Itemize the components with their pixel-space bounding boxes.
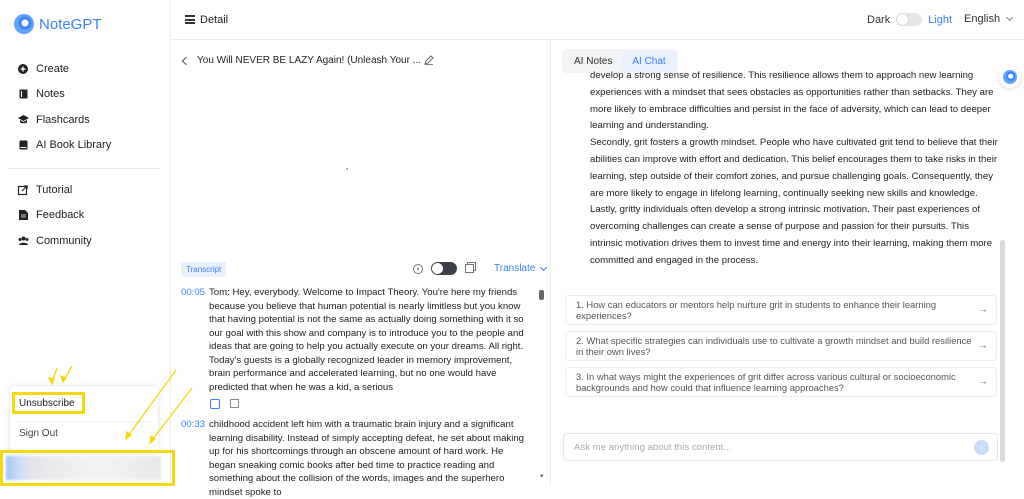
sidebar-item-label: AI Book Library: [36, 139, 112, 152]
segment-text: childhood accident left him with a traumatic brain injury and a significant learning disability. Instead of simply accepting defeat, he set about making up for his shortcomings through an obscene amount of hard work. He began sneaking comic books after bed time to practice reading and something about the collision of the words, images and the superhero mindset spoke to: [209, 419, 525, 498]
video-loading-indicator: [346, 168, 348, 170]
copy-icon[interactable]: [465, 264, 474, 273]
suggestion-item[interactable]: [565, 295, 997, 325]
chat-input-placeholder: Ask me anything about this content...: [574, 441, 732, 453]
back-icon[interactable]: [182, 56, 190, 64]
notebook-icon: [18, 89, 28, 99]
language-value: English: [964, 13, 1001, 25]
sidebar-item-label: Flashcards: [36, 113, 90, 126]
chat-paragraph: Secondly, grit fosters a growth mindset. People who have cultivated grit tend to believe that their abilities can improve with effort and dedication. This belief encourages them to take risks in their learning, step outside of their comfort zones, and pursue challenging goals. Consequently, they are more likely to engage in lifelong learning, continually seeking new skills and knowledge.: [590, 137, 998, 199]
edit-icon[interactable]: [424, 55, 434, 68]
tab-ai-notes[interactable]: AI Notes: [574, 55, 613, 67]
sidebar-divider: [8, 168, 160, 169]
transcript-segment: [181, 418, 526, 498]
transcript-segment: [181, 286, 526, 394]
external-link-icon: [18, 185, 28, 195]
suggestion-text: 2. What specific strategies can individuals use to cultivate a growth mindset and build resilience in their own lives?: [576, 335, 972, 357]
video-title: You Will NEVER BE LAZY Again! (Unleash Your ...: [197, 55, 422, 66]
sign-out-button[interactable]: Sign Out: [19, 428, 58, 439]
locate-icon[interactable]: [413, 264, 423, 274]
send-icon[interactable]: ↑: [974, 440, 989, 455]
sidebar-item-label: Feedback: [36, 209, 85, 222]
theme-toggle[interactable]: [896, 13, 922, 26]
sidebar-item-notes[interactable]: [18, 82, 160, 108]
tab-ai-chat[interactable]: AI Chat: [622, 51, 675, 71]
chat-answer: [590, 70, 1000, 279]
sidebar-item-label: Tutorial: [36, 183, 73, 196]
suggestion-text: 3. In what ways might the experiences of grit differ across various cultural or socioeconomic backgrounds and how could that influence learning approaches?: [576, 371, 956, 393]
plus-circle-icon: [18, 64, 28, 74]
sidebar-item-label: Create: [36, 62, 70, 75]
sidebar-item-create[interactable]: [18, 56, 160, 82]
chevron-down-icon: [1006, 14, 1013, 21]
autoscroll-toggle[interactable]: [431, 262, 457, 275]
sidebar-item-community[interactable]: [18, 228, 160, 254]
translate-label: Translate: [494, 263, 536, 274]
sidebar-item-tutorial[interactable]: [18, 177, 160, 203]
segment-timestamp[interactable]: 00:33: [181, 419, 206, 430]
sidebar-item-ai-book-library[interactable]: [18, 133, 160, 159]
sidebar-item-label: Community: [36, 234, 92, 247]
brand-logo[interactable]: [14, 14, 102, 34]
notegpt-logo-icon: [14, 14, 34, 34]
sidebar-nav: [18, 56, 160, 254]
translate-dropdown[interactable]: [494, 263, 546, 274]
unsubscribe-button[interactable]: Unsubscribe: [12, 392, 85, 414]
video-header: [183, 55, 421, 66]
transcript-tools: [413, 262, 546, 275]
suggestion-item[interactable]: [565, 367, 997, 397]
ai-pane: [551, 40, 1024, 486]
segment-tools: [210, 399, 239, 409]
suggestion-text: 1. How can educators or mentors help nurture grit in students to enhance their learning experiences?: [576, 299, 937, 321]
chat-input[interactable]: [563, 433, 998, 461]
page-title: Detail: [200, 14, 229, 26]
flashcards-icon: [18, 115, 28, 125]
sidebar-item-flashcards[interactable]: [18, 107, 160, 133]
suggested-questions: [565, 295, 997, 403]
transcript-tab[interactable]: Transcript: [181, 262, 226, 277]
segment-timestamp[interactable]: 00:05: [181, 287, 206, 298]
menu-icon[interactable]: [185, 15, 195, 24]
notegpt-logo-icon: [1003, 70, 1017, 84]
sidebar-item-label: Notes: [36, 88, 65, 101]
arrow-right-icon: →: [978, 376, 988, 388]
arrow-right-icon: →: [978, 304, 988, 316]
sidebar-item-feedback[interactable]: [18, 203, 160, 229]
theme-switch: [867, 13, 952, 26]
chat-paragraph: develop a strong sense of resilience. This resilience allows them to approach new learning experiences with a mindset that sees obstacles as opportunities rather than setbacks. They are more likely to embrace difficulties and persist in the face of adversity, which can lead to deeper learning and understanding.: [590, 70, 994, 132]
floating-assistant-button[interactable]: [999, 66, 1021, 88]
people-icon: [18, 236, 28, 246]
copy-icon[interactable]: [230, 399, 239, 408]
top-bar: [171, 0, 1024, 40]
transcript-scrollbar[interactable]: [539, 290, 544, 300]
scroll-down-icon[interactable]: ▾: [540, 473, 544, 480]
brand-name: NoteGPT: [39, 15, 102, 33]
theme-light-label: Light: [928, 13, 953, 26]
theme-dark-label: Dark: [867, 13, 891, 26]
arrow-right-icon: →: [978, 340, 988, 352]
note-icon[interactable]: [210, 399, 220, 409]
chat-paragraph: Lastly, gritty individuals often develop a strong intrinsic motivation. Their past experiences of overcoming challenges can create a sense of purpose and passion for their pursuits. This intrinsic motivation drives them to invest time and energy into their learning, making them more committed and engaged in the process.: [590, 204, 993, 266]
suggestion-item[interactable]: [565, 331, 997, 361]
language-select[interactable]: [964, 13, 1012, 25]
document-icon: [18, 210, 28, 220]
book-icon: [18, 140, 28, 150]
chat-scrollbar[interactable]: [1000, 240, 1005, 462]
segment-text: Tom: Hey, everybody. Welcome to Impact Theory. You're here my friends because you believe that human potential is nearly limitless but you know that having potential is not the same as actually doing something with it so our goal with this show and company is to introduce you to the people and ideas that are going to help you actually execute on your dreams. All right. Today's guests is a globally recognized leader in memory improvement, brain performance and accelerated learning, but no one would have predicted that when he was a kid, a serious: [209, 287, 524, 393]
video-transcript-pane: [171, 40, 551, 498]
chevron-down-icon: [540, 263, 547, 270]
